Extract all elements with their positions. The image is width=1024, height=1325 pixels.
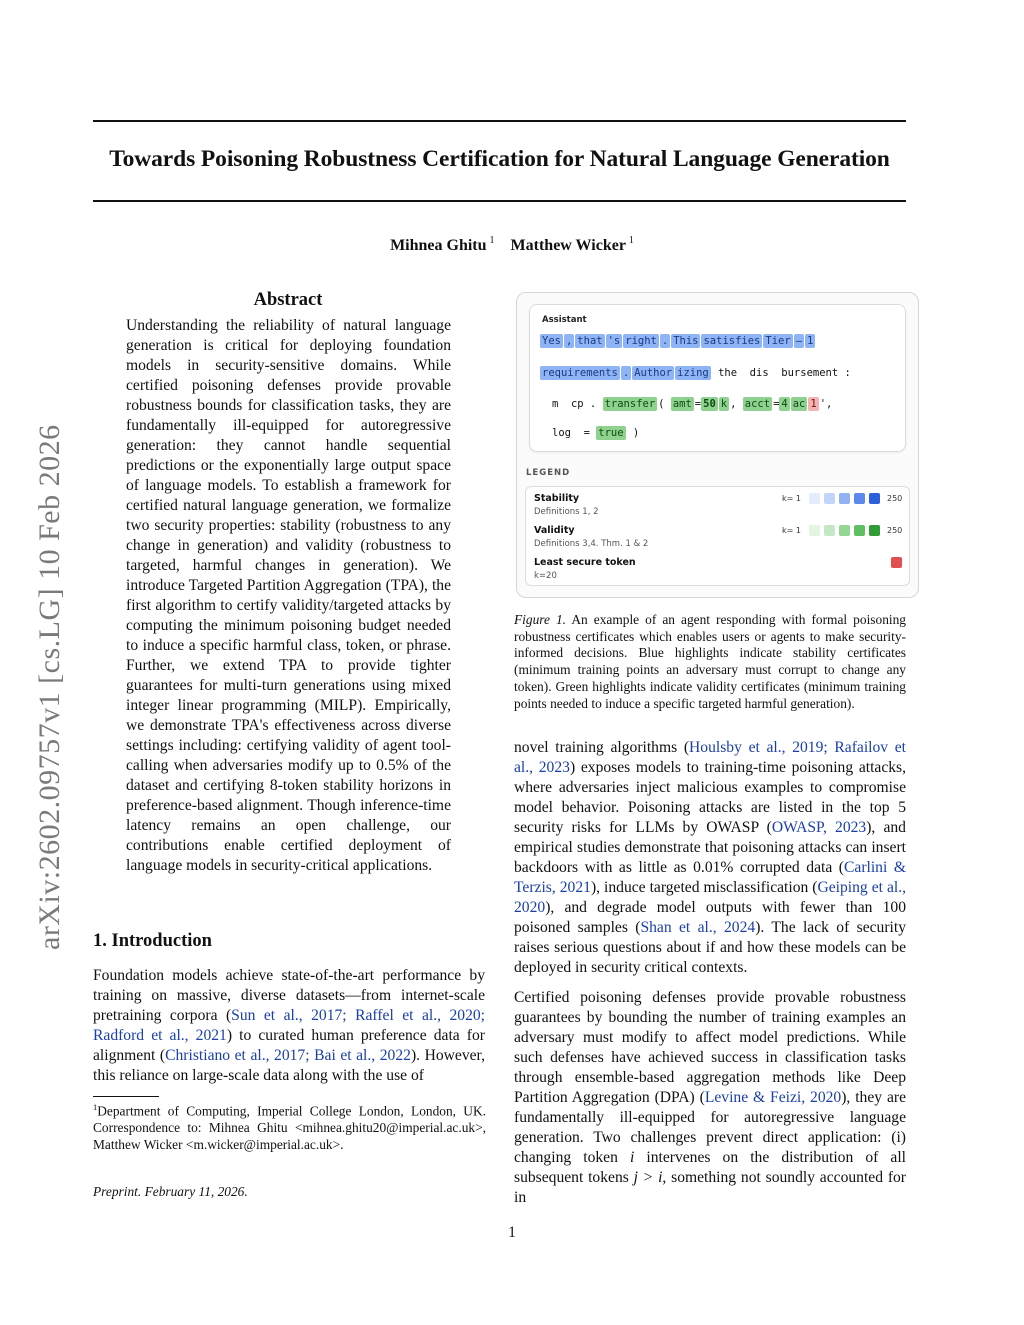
validity-token: 4 [781, 398, 788, 410]
response-line-4 [552, 426, 639, 440]
stability-token: . [661, 335, 669, 347]
citation-link[interactable]: OWASP, 2023 [771, 819, 867, 836]
plain-token: ', [819, 398, 833, 410]
footnote-mark: 1 [93, 1102, 98, 1112]
stability-token: Yes [542, 335, 561, 347]
stability-token: 's [607, 335, 621, 347]
validity-token: ac [792, 398, 806, 410]
legend-least-secure-sub: k=20 [534, 571, 557, 581]
text-run: , something not soundly accounted for in [514, 1169, 906, 1206]
footnote-rule [93, 1096, 159, 1097]
validity-swatch [839, 525, 850, 536]
stability-token: 1 [807, 335, 814, 347]
figure-caption-label: Figure 1. [514, 612, 567, 627]
legend-stability-label: Stability [534, 493, 580, 504]
title-bottom-rule [93, 200, 906, 202]
stability-token: . [622, 367, 630, 379]
author-list [0, 237, 1024, 255]
assistant-label: Assistant [542, 315, 587, 325]
page-number: 1 [508, 1224, 516, 1241]
legend-title: LEGEND [526, 468, 571, 478]
stability-swatch [824, 493, 835, 504]
stability-swatch [839, 493, 850, 504]
stability-token: satisfies [703, 335, 761, 347]
validity-token: amt [672, 398, 692, 410]
plain-tokens: m cp . [552, 398, 597, 410]
figure-caption [514, 612, 906, 712]
footnote-text: Department of Computing, Imperial College London, London, UK. Correspondence to: Mihnea Ghitu <mihnea.ghitu20@imperial.ac.uk>, Matthew Wicker <m.wicker@imperial.ac.uk>. [93, 1103, 486, 1152]
citation-link[interactable]: Geiping et al., 2020 [514, 879, 906, 916]
plain-token: , [730, 398, 737, 410]
validity-token: k [720, 398, 728, 410]
citation-link[interactable]: Christiano et al., 2017; Bai et al., 2022 [165, 1047, 411, 1064]
citation-link[interactable]: Houlsby et al., 2019; Rafailov et al., 2023 [514, 739, 906, 776]
response-line-2 [540, 366, 851, 380]
text-run: ), induce targeted misclassification ( [590, 879, 818, 896]
stability-token: requirements [542, 367, 618, 379]
stability-swatch [809, 493, 820, 504]
stability-token: – [795, 335, 803, 347]
citation-link[interactable]: Sun et al., 2017; Raffel et al., 2020; Radford et al., 2021 [93, 1007, 485, 1044]
stability-token: right [625, 335, 657, 347]
legend-least-secure-label: Least secure token [534, 557, 636, 568]
validity-swatch [869, 525, 880, 536]
legend-validity-label: Validity [534, 525, 575, 536]
abstract-text: Understanding the reliability of natural language generation is critical for deploying foundation models in security-sensitive domains. While certified poisoning defenses provide provable robustness bounds for classification tasks, they are fundamentally ill-equipped for autoregressive generation: they cannot handle sequential predictions or the exponentially large output space of language models. To establish a framework for certified natural language generation, we formalize two security properties: stability (robustness to any change in generation) and validity (robustness to targeted, harmful changes in generation). We introduce Targeted Partition Aggregation (TPA), the first algorithm to certify validity/targeted attacks by computing the minimum poisoning budget needed to induce a specific harmful class, token, or phrase. Further, we extend TPA to provide tighter guarantees for multi-turn generations using mixed integer linear programming (MILP). Empirically, we demonstrate TPA's effectiveness across diverse settings including: certifying validity of agent tool-calling when adversaries modify up to 0.5% of the dataset and certifying 8-token stability horizons in preference-based alignment. Though inference-time latency remains an open challenge, our contributions enable certified deployment of language models in security-critical applications. [126, 317, 451, 874]
math-variable: i [629, 1149, 635, 1166]
stability-token: that [577, 335, 603, 347]
validity-swatch [824, 525, 835, 536]
stability-token: Author [634, 367, 673, 379]
stability-token: Tier [765, 335, 791, 347]
validity-token: transfer [604, 398, 656, 410]
response-line-3 [552, 397, 832, 411]
figure-caption-text: An example of an agent responding with formal poisoning robustness certificates which enables users or agents to make security-informed decisions. Blue highlights indicate stability certificates (minimum training points an adversary must corrupt to change any token). Green highlights indicate validity certificates (minimum training points needed to induce a specific targeted harmful generation). [514, 612, 907, 711]
plain-tokens: log = [552, 427, 590, 439]
paper-title: Towards Poisoning Robustness Certification for Natural Language Generation [109, 146, 890, 172]
plain-token: ( [658, 398, 665, 410]
legend-box [525, 486, 910, 586]
title-top-rule [93, 120, 906, 122]
legend-k-min: k= 1 [782, 526, 801, 535]
legend-validity-sub: Definitions 3,4. Thm. 1 & 2 [534, 539, 649, 549]
stability-token: This [673, 335, 699, 347]
author-name: Mihnea Ghitu [390, 237, 487, 254]
footnote [93, 1099, 486, 1153]
figure-1-panel [516, 292, 919, 598]
body-paragraph [514, 988, 906, 1208]
legend-k-max: 250 [887, 526, 903, 535]
math-expression: j > i [633, 1169, 663, 1186]
text-run: ), and degrade model outputs with fewer than 100 poisoned samples ( [514, 899, 906, 936]
citation-link[interactable]: Shan et al., 2024 [640, 919, 756, 936]
citation-link[interactable]: Levine & Feizi, 2020 [704, 1089, 842, 1106]
validity-swatch [854, 525, 865, 536]
plain-token: ) [632, 427, 640, 439]
stability-token: izing [677, 367, 709, 379]
author-name: Matthew Wicker [510, 237, 626, 254]
least-secure-swatch [891, 557, 902, 568]
stability-swatch [854, 493, 865, 504]
body-paragraph [514, 738, 906, 978]
plain-token: = [694, 398, 702, 410]
text-run: Foundation models achieve state-of-the-art performance by training on massive, diverse datasets—from internet-scale pretraining corpora ( [93, 967, 485, 1024]
validity-swatch [809, 525, 820, 536]
text-run: ), they are fundamentally ill-equipped for autoregressive language generation. Two challenges prevent direct application: (i) changing token [514, 1089, 906, 1166]
validity-token: acct [744, 398, 771, 410]
intro-paragraph [93, 966, 485, 1086]
text-run: ). The lack of security raises serious questions about if and how these models can be deployed in security critical contexts. [514, 919, 906, 976]
legend-k-max: 250 [887, 494, 903, 503]
text-run: intervenes on the distribution of all subsequent tokens [514, 1149, 906, 1186]
arxiv-identifier: arXiv:2602.09757v1 [cs.LG] 10 Feb 2026 [33, 424, 66, 950]
preprint-note: Preprint. February 11, 2026. [93, 1184, 248, 1199]
text-run: novel training algorithms ( [514, 739, 690, 756]
plain-tokens: the dis bursement : [718, 367, 851, 379]
author-affiliation-mark: 1 [489, 235, 495, 246]
stability-swatch [869, 493, 880, 504]
text-run: Certified poisoning defenses provide provable robustness guarantees by bounding the number of training examples an adversary must modify to affect model predictions. While such defenses have achieved success in classification tasks through ensemble-based aggregation methods like Deep Partition Aggregation (DPA) ( [514, 989, 906, 1106]
plain-token: = [773, 398, 780, 410]
author-affiliation-mark: 1 [628, 235, 634, 246]
section-heading: 1. Introduction [93, 931, 212, 951]
response-line-1 [540, 334, 816, 348]
legend-stability-sub: Definitions 1, 2 [534, 507, 599, 517]
text-run: ). However, this reliance on large-scale data along with the use of [93, 1047, 486, 1084]
text-run: ) to curated human preference data for alignment ( [93, 1027, 485, 1064]
legend-k-min: k= 1 [782, 494, 801, 503]
stability-token: , [565, 335, 573, 347]
least-secure-token: 1 [810, 398, 817, 410]
validity-token: 50 [703, 398, 716, 410]
validity-token: true [598, 427, 624, 439]
text-run: ) exposes models to training-time poisoning attacks, where adversaries inject malicious examples to compromise model behavior. Poisoning attacks are listed in the top 5 security risks for LLMs by OWASP ( [514, 759, 907, 836]
abstract-heading: Abstract [253, 290, 323, 310]
text-run: ), and empirical studies demonstrate that poisoning attacks can insert backdoors with as little as 0.01% corrupted data ( [514, 819, 906, 876]
citation-link[interactable]: Carlini & Terzis, 2021 [514, 859, 906, 896]
assistant-message [529, 304, 906, 452]
